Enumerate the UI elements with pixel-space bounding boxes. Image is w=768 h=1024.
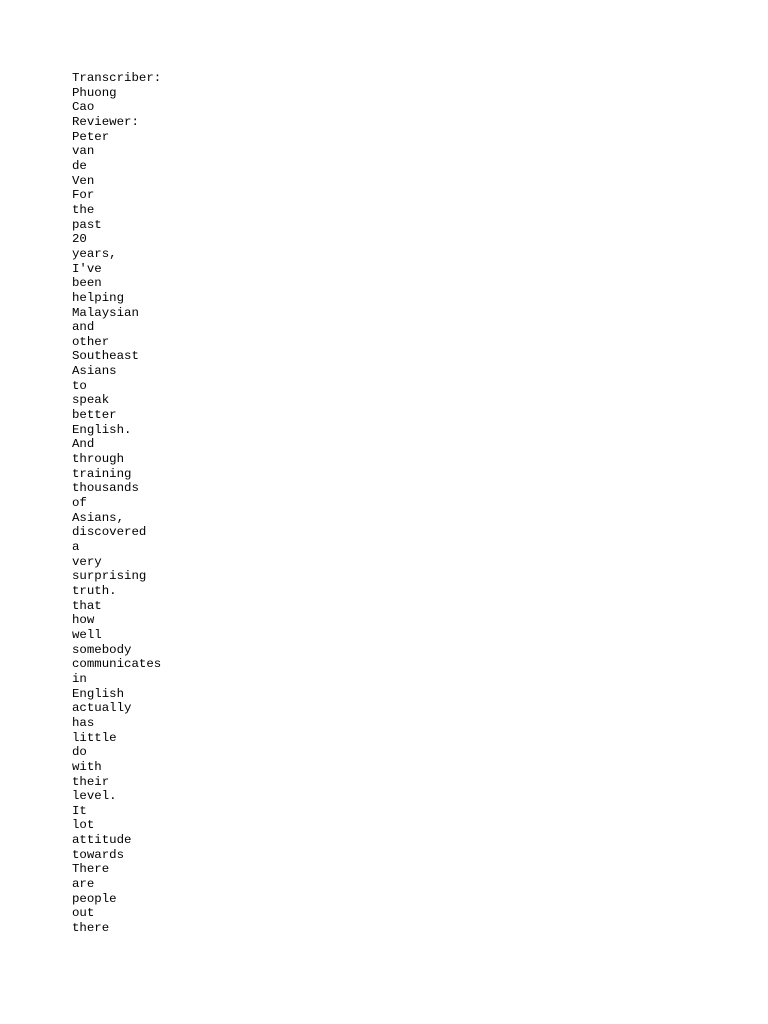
transcript-word: and xyxy=(72,320,95,335)
transcript-word: been xyxy=(72,276,102,291)
transcript-word: of xyxy=(72,496,87,511)
transcript-word: years, xyxy=(72,246,117,261)
transcript-word: helping xyxy=(72,290,125,305)
transcript-word: Ven xyxy=(72,173,95,188)
transcript-word: English xyxy=(72,686,125,701)
transcript-word: truth. xyxy=(72,583,117,598)
transcript-word: attitude xyxy=(72,833,132,848)
transcript-word: discovered xyxy=(72,525,147,540)
transcript-word-column xyxy=(72,71,161,936)
transcript-word: Phuong xyxy=(72,85,117,100)
transcript-word: in xyxy=(72,671,87,686)
transcript-word: Malaysian xyxy=(72,305,139,320)
transcript-word: And xyxy=(72,437,95,452)
transcript-word: there xyxy=(72,921,110,936)
transcript-word: Peter xyxy=(72,129,110,144)
transcript-word: 20 xyxy=(72,232,87,247)
transcript-word: their xyxy=(72,774,110,789)
transcript-word: to xyxy=(72,378,87,393)
transcript-word: the xyxy=(72,202,95,217)
transcript-word: has xyxy=(72,715,95,730)
transcript-word: speak xyxy=(72,393,110,408)
transcript-word: van xyxy=(72,144,95,159)
transcript-word: lot xyxy=(72,818,95,833)
transcript-word: Asians xyxy=(72,364,117,379)
transcript-word: training xyxy=(72,466,132,481)
transcript-word: out xyxy=(72,906,95,921)
transcript-word: well xyxy=(72,627,102,642)
transcript-word: de xyxy=(72,158,87,173)
transcript-word: I've xyxy=(72,261,102,276)
transcript-word: a xyxy=(72,540,80,554)
transcript-word: communicates xyxy=(72,657,162,672)
transcript-word: actually xyxy=(72,701,132,716)
transcript-word: towards xyxy=(72,847,125,862)
transcript-word: Southeast xyxy=(72,349,139,364)
transcript-word: surprising xyxy=(72,569,147,584)
transcript-word: It xyxy=(72,803,87,818)
transcript-word: very xyxy=(72,554,102,569)
transcript-word: are xyxy=(72,877,95,892)
transcript-word: how xyxy=(72,613,95,628)
transcript-word: thousands xyxy=(72,481,139,496)
transcript-word: Cao xyxy=(72,100,95,115)
transcript-word: There xyxy=(72,862,110,877)
transcript-word: Transcriber: xyxy=(72,71,162,85)
transcript-word: better xyxy=(72,408,117,423)
transcript-word: somebody xyxy=(72,642,132,657)
transcript-word: past xyxy=(72,217,102,232)
transcript-word: with xyxy=(72,759,102,774)
transcript-word: English. xyxy=(72,422,132,437)
transcript-word: people xyxy=(72,891,117,906)
transcript-word: little xyxy=(72,730,117,745)
transcript-word: For xyxy=(72,188,95,203)
transcript-word: Asians, xyxy=(72,510,125,525)
transcript-word: other xyxy=(72,334,110,349)
transcript-word: level. xyxy=(72,789,117,804)
transcript-word: do xyxy=(72,745,87,760)
transcript-word: that xyxy=(72,598,102,613)
transcript-word: through xyxy=(72,452,125,467)
transcript-word: Reviewer: xyxy=(72,114,139,129)
